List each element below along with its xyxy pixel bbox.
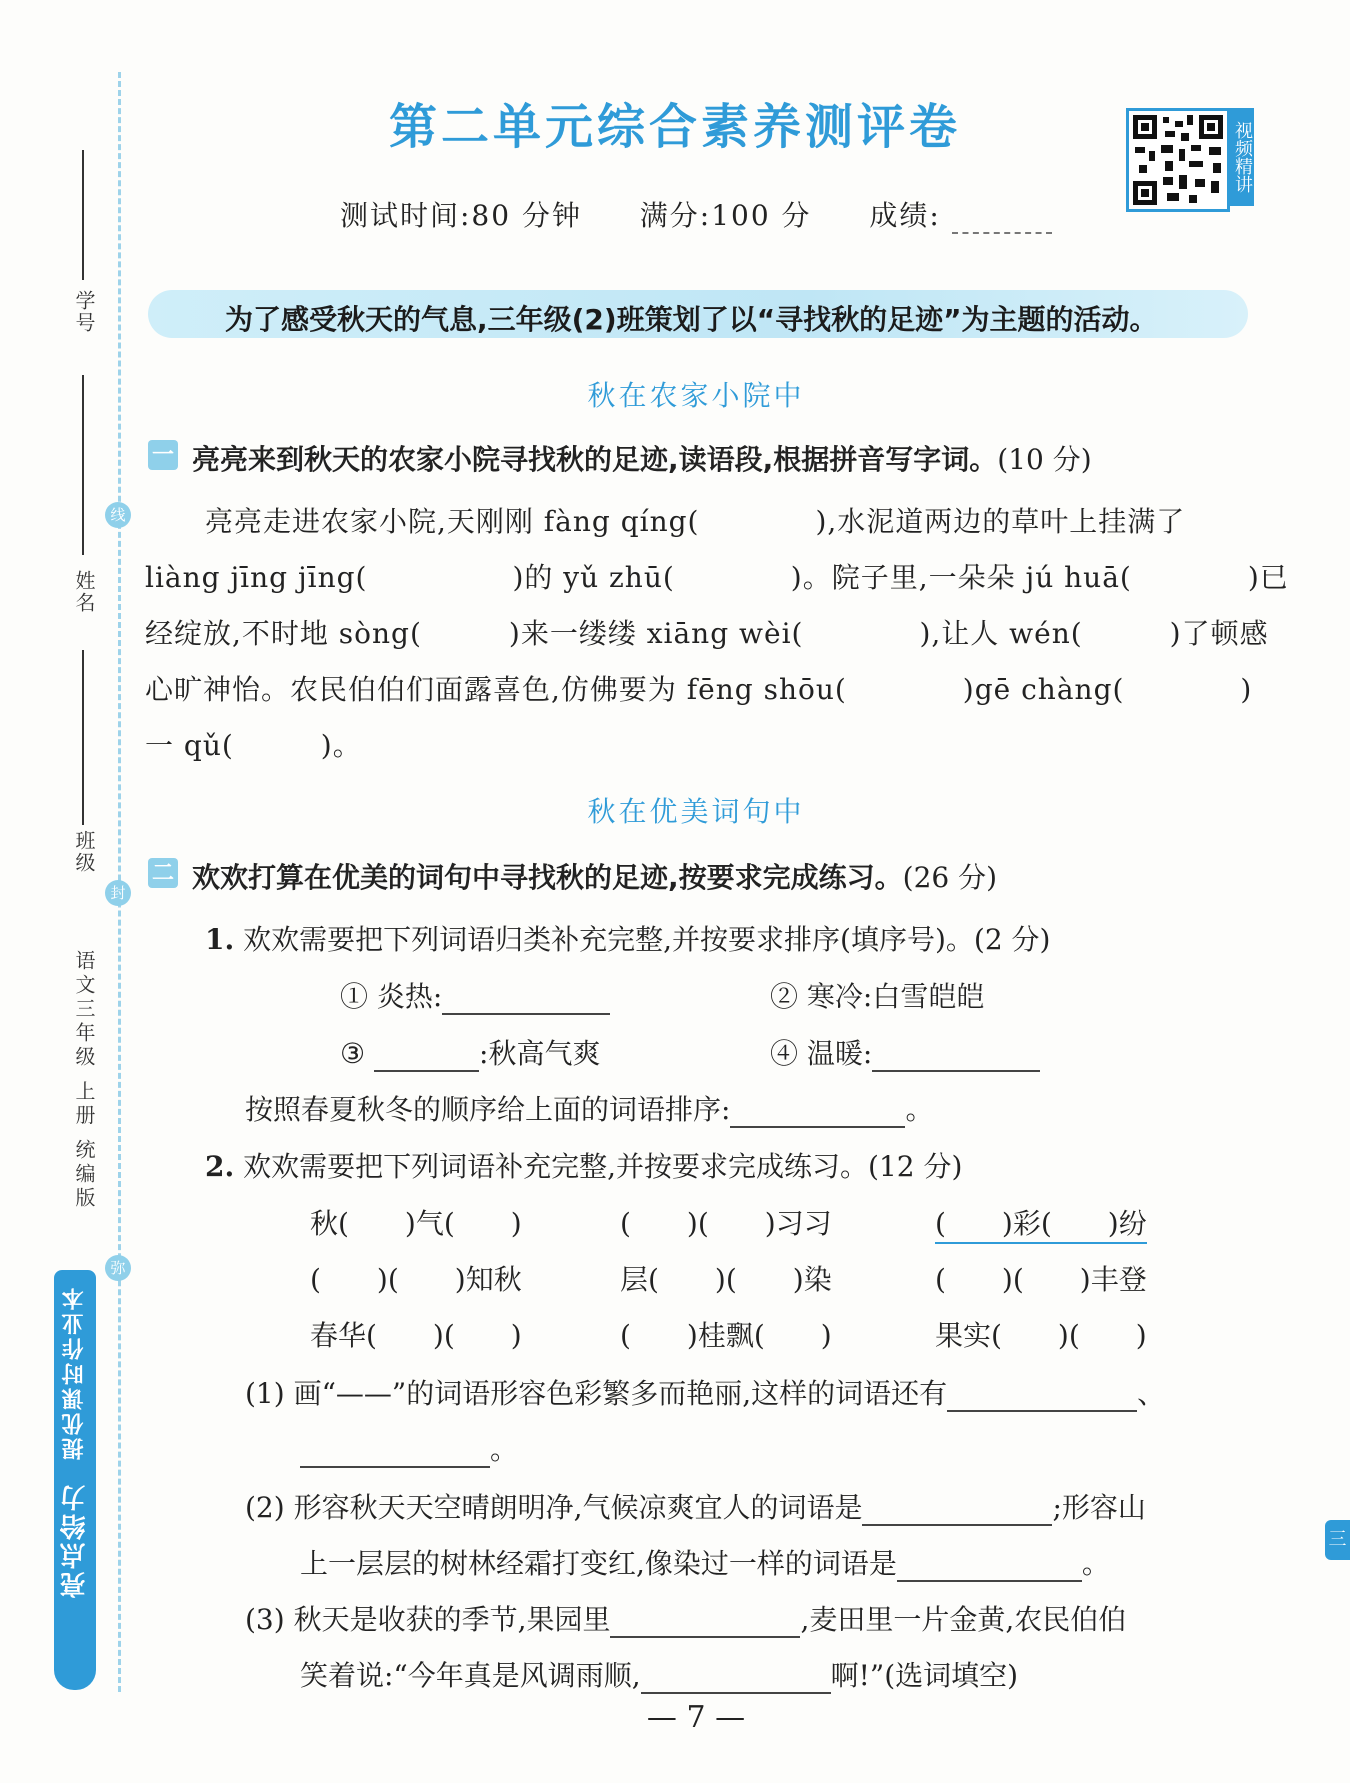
- xuehao-label: 学号: [72, 290, 96, 334]
- q2-r1-c3[interactable]: ( )彩( )纷: [935, 1202, 1147, 1244]
- q2-sub1: [245, 1372, 1165, 1412]
- q1-item1: [340, 975, 610, 1015]
- q1-number: 1.: [205, 923, 235, 956]
- mark-xian: 线: [105, 502, 131, 528]
- question1-heading: [192, 438, 1092, 478]
- passage-line-5[interactable]: 一 qǔ( )。: [145, 729, 362, 762]
- question2-heading: [192, 856, 997, 896]
- q2-r2-c3[interactable]: ( )( )丰登: [935, 1263, 1147, 1296]
- page-number: — 7 —: [646, 1700, 746, 1735]
- q1-item3-label: :秋高气爽: [479, 1037, 601, 1070]
- question1-badge: 一: [148, 440, 178, 470]
- q2-sub2-cont: [300, 1542, 1110, 1582]
- q2-sub2-end: 。: [1081, 1547, 1110, 1580]
- side-tab: [1325, 1520, 1350, 1560]
- passage-line-1[interactable]: 亮亮走进农家小院,天刚刚 fàng qíng( ),水泥道两边的草叶上挂满了: [205, 505, 1186, 538]
- question2-text: 欢欢打算在优美的词句中寻找秋的足迹,按要求完成练习。: [192, 861, 903, 894]
- q2-sub1-end: 。: [490, 1433, 519, 1466]
- qr-label: 视频精讲: [1230, 108, 1254, 206]
- brand-sub: 提优课时作业本: [62, 1285, 87, 1460]
- q1-item3-blank[interactable]: [374, 1042, 479, 1072]
- q1-sort-blank[interactable]: [730, 1098, 905, 1128]
- full-score: 满分:100 分: [639, 199, 812, 232]
- passage-line-4[interactable]: 心旷神怡。农民伯伯们面露喜色,仿佛要为 fēng shōu( )gē chàng( ): [145, 673, 1253, 706]
- passage-line-3[interactable]: 经绽放,不时地 sòng( )来一缕缕 xiāng wèi( ),让人 wén( )了顿感: [145, 617, 1269, 650]
- q2-r1-c1[interactable]: 秋( )气( ): [310, 1207, 522, 1240]
- question2-points: (26 分): [902, 861, 998, 894]
- q2-sub2-blank2[interactable]: [897, 1552, 1082, 1582]
- q1-text: 欢欢需要把下列词语归类补充完整,并按要求排序(填序号)。(2 分): [243, 923, 1051, 956]
- q1-item3-num: ③: [340, 1037, 366, 1070]
- mark-mi: 弥: [105, 1255, 131, 1281]
- question1-points: (10 分): [997, 443, 1092, 476]
- mark-feng: 封: [105, 880, 131, 906]
- brand-name: 亮点给力: [60, 1482, 90, 1599]
- q1-line: [205, 918, 1050, 958]
- side-tab-label: 三: [1328, 1529, 1347, 1550]
- q2-sub2-mid: ;形容山: [1052, 1491, 1146, 1524]
- q2-sub2-text2: 上一层层的树林经霜打变红,像染过一样的词语是: [300, 1547, 897, 1580]
- q2-sub2-text: (2) 形容秋天天空晴朗明净,气候凉爽宜人的词语是: [245, 1491, 863, 1524]
- q2-sub1-blank1[interactable]: [947, 1382, 1137, 1412]
- q2-sub3-end: 啊!”(选词填空): [830, 1659, 1019, 1692]
- q1-sort-end: 。: [905, 1093, 934, 1126]
- q2-sub3-blank2[interactable]: [641, 1664, 831, 1694]
- qr-code[interactable]: [1126, 108, 1230, 212]
- q2-sub1-blank2[interactable]: [300, 1438, 490, 1468]
- test-time: 测试时间:80 分钟: [340, 199, 582, 232]
- q2-r2-c1[interactable]: ( )( )知秋: [310, 1263, 522, 1296]
- page-title: 第二单元综合素养测评卷: [388, 99, 961, 155]
- q2-r1-c2[interactable]: ( )( )习习: [620, 1207, 832, 1240]
- q2-line: [205, 1145, 962, 1185]
- score-field[interactable]: [952, 208, 1052, 234]
- q1-item4-blank[interactable]: [872, 1042, 1040, 1072]
- q1-item4: [770, 1032, 1040, 1072]
- q2-sub3-mid: ,麦田里一片金黄,农民伯伯: [800, 1603, 1127, 1636]
- q2-sub1-text: (1) 画“——”的词语形容色彩繁多而艳丽,这样的词语还有: [245, 1377, 948, 1410]
- q2-sub3-cont: [300, 1654, 1018, 1694]
- section1-title: 秋在农家小院中: [587, 379, 805, 412]
- xingming-label: 姓名: [72, 570, 96, 614]
- xuehao-line: [82, 150, 84, 280]
- q2-text: 欢欢需要把下列词语补充完整,并按要求完成练习。(12 分): [243, 1150, 963, 1183]
- q2-number: 2.: [205, 1150, 235, 1183]
- q1-item2: ② 寒冷:白雪皑皑: [770, 980, 985, 1013]
- q2-sub1-cont: [300, 1428, 518, 1468]
- question2-badge: 二: [148, 858, 178, 888]
- qr-code-icon: [1129, 111, 1227, 209]
- q2-sub3-blank1[interactable]: [610, 1608, 800, 1638]
- section2-title: 秋在优美词句中: [587, 795, 805, 828]
- book-info: 语文三年级 上册 统编版: [72, 950, 96, 1211]
- passage-line-2[interactable]: liàng jīng jīng( )的 yǔ zhū( )。院子里,一朵朵 jú huā( )已: [145, 561, 1289, 594]
- q2-r2-c2[interactable]: 层( )( )染: [620, 1263, 832, 1296]
- q1-item1-label: ① 炎热:: [340, 980, 443, 1013]
- q1-item1-blank[interactable]: [442, 985, 610, 1015]
- q1-item4-label: ④ 温暖:: [770, 1037, 873, 1070]
- test-info: [340, 194, 1052, 234]
- q2-sub2: [245, 1486, 1146, 1526]
- q1-sort: [245, 1088, 933, 1128]
- q2-sub2-blank1[interactable]: [862, 1496, 1052, 1526]
- brand-text: [56, 1285, 93, 1598]
- score-label: 成绩:: [869, 199, 941, 232]
- q2-sub1-sep: 、: [1137, 1377, 1166, 1410]
- q2-sub3-text2: 笑着说:“今年真是风调雨顺,: [300, 1659, 641, 1692]
- q2-r3-c1[interactable]: 春华( )( ): [310, 1319, 522, 1352]
- question1-text: 亮亮来到秋天的农家小院寻找秋的足迹,读语段,根据拼音写字词。: [192, 443, 998, 476]
- q1-sort-text: 按照春夏秋冬的顺序给上面的词语排序:: [245, 1093, 731, 1126]
- q2-sub3: [245, 1598, 1126, 1638]
- banner-text: 为了感受秋天的气息,三年级(2)班策划了以“寻找秋的足迹”为主题的活动。: [225, 303, 1158, 336]
- q1-item3: [340, 1032, 600, 1072]
- banji-label: 班级: [72, 830, 96, 874]
- q2-r3-c2[interactable]: ( )桂飘( ): [620, 1319, 832, 1352]
- q2-sub3-text: (3) 秋天是收获的季节,果园里: [245, 1603, 611, 1636]
- q2-r3-c3[interactable]: 果实( )( ): [935, 1319, 1147, 1352]
